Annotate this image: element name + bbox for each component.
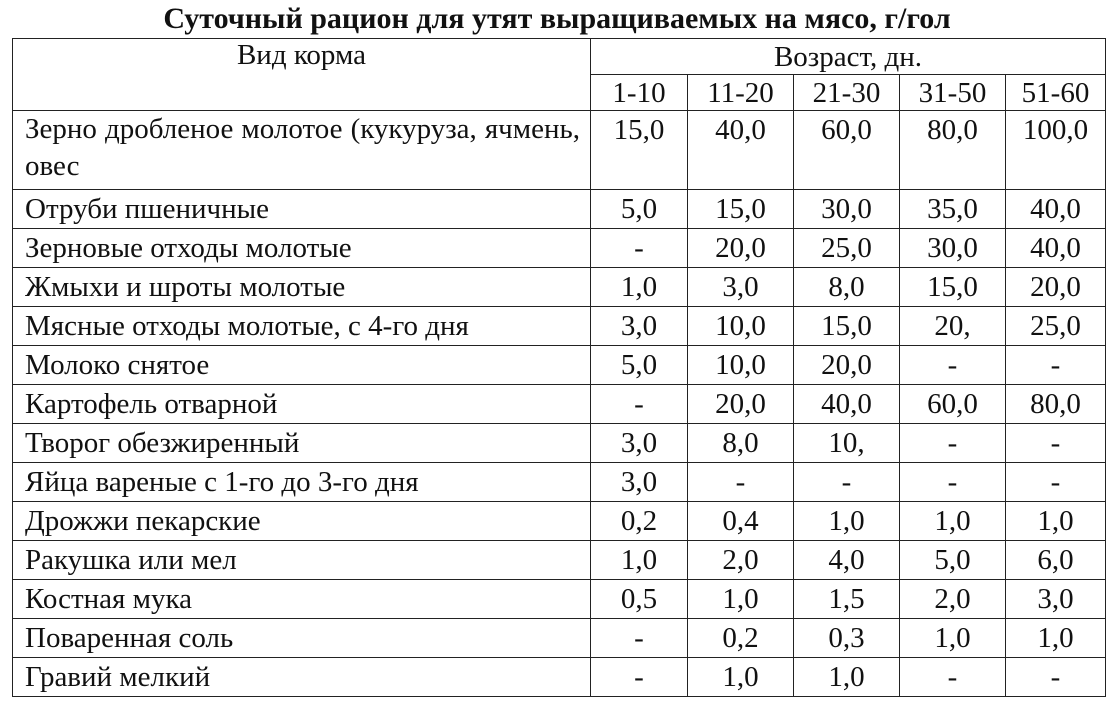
feed-name-cell: Ракушка или мел xyxy=(13,541,591,580)
value-cell: 0,2 xyxy=(591,502,688,541)
feed-name-cell: Картофель отварной xyxy=(13,385,591,424)
value-cell: 1,0 xyxy=(1006,619,1106,658)
value-cell: 20,0 xyxy=(794,346,900,385)
value-cell: 30,0 xyxy=(900,229,1006,268)
value-cell: 10, xyxy=(794,424,900,463)
value-cell: - xyxy=(900,658,1006,697)
value-cell: 25,0 xyxy=(1006,307,1106,346)
value-cell: 10,0 xyxy=(688,307,794,346)
feed-name-cell: Поваренная соль xyxy=(13,619,591,658)
value-cell: 1,5 xyxy=(794,580,900,619)
value-cell: 20,0 xyxy=(1006,268,1106,307)
table-row xyxy=(13,424,1106,463)
feed-name-cell: Костная мука xyxy=(13,580,591,619)
table-row xyxy=(13,307,1106,346)
value-cell: 15,0 xyxy=(591,111,688,190)
feed-name-cell: Жмыхи и шроты молотые xyxy=(13,268,591,307)
value-cell: 5,0 xyxy=(591,346,688,385)
value-cell: - xyxy=(591,229,688,268)
value-cell: 1,0 xyxy=(688,580,794,619)
value-cell: 5,0 xyxy=(900,541,1006,580)
value-cell: 20,0 xyxy=(688,229,794,268)
value-cell: 60,0 xyxy=(794,111,900,190)
table-row xyxy=(13,619,1106,658)
value-cell: 20, xyxy=(900,307,1006,346)
age-column-header: 11-20 xyxy=(688,75,794,111)
value-cell: 8,0 xyxy=(688,424,794,463)
table-header xyxy=(13,39,1106,111)
value-cell: - xyxy=(1006,463,1106,502)
value-cell: 40,0 xyxy=(688,111,794,190)
value-cell: 0,4 xyxy=(688,502,794,541)
value-cell: 8,0 xyxy=(794,268,900,307)
table-row xyxy=(13,111,1106,190)
value-cell: - xyxy=(591,658,688,697)
value-cell: - xyxy=(1006,346,1106,385)
value-cell: 15,0 xyxy=(794,307,900,346)
table-row xyxy=(13,463,1106,502)
feed-name-cell: Зерновые отходы молотые xyxy=(13,229,591,268)
value-cell: 40,0 xyxy=(1006,229,1106,268)
feed-name-cell: Дрожжи пекарские xyxy=(13,502,591,541)
value-cell: - xyxy=(688,463,794,502)
table-row xyxy=(13,580,1106,619)
value-cell: 4,0 xyxy=(794,541,900,580)
value-cell: 2,0 xyxy=(900,580,1006,619)
value-cell: 1,0 xyxy=(900,619,1006,658)
value-cell: 80,0 xyxy=(900,111,1006,190)
feed-name-cell: Зерно дробленое молотое (кукуруза, ячмень, овес xyxy=(13,111,591,190)
value-cell: 1,0 xyxy=(900,502,1006,541)
value-cell: 1,0 xyxy=(688,658,794,697)
value-cell: 1,0 xyxy=(1006,502,1106,541)
value-cell: - xyxy=(1006,658,1106,697)
age-column-header: 21-30 xyxy=(794,75,900,111)
value-cell: 1,0 xyxy=(794,502,900,541)
table-row xyxy=(13,658,1106,697)
feed-name-cell: Молоко снятое xyxy=(13,346,591,385)
feed-name-cell: Мясные отходы молотые, с 4-го дня xyxy=(13,307,591,346)
value-cell: 2,0 xyxy=(688,541,794,580)
value-cell: 0,3 xyxy=(794,619,900,658)
value-cell: 30,0 xyxy=(794,190,900,229)
value-cell: 0,5 xyxy=(591,580,688,619)
value-cell: 80,0 xyxy=(1006,385,1106,424)
value-cell: 60,0 xyxy=(900,385,1006,424)
value-cell: 1,0 xyxy=(591,268,688,307)
age-column-header: 51-60 xyxy=(1006,75,1106,111)
value-cell: 40,0 xyxy=(1006,190,1106,229)
value-cell: - xyxy=(900,346,1006,385)
age-column-header: 1-10 xyxy=(591,75,688,111)
value-cell: 15,0 xyxy=(900,268,1006,307)
value-cell: - xyxy=(591,385,688,424)
table-title: Суточный рацион для утят выращиваемых на мясо, г/гол xyxy=(163,2,951,35)
value-cell: 25,0 xyxy=(794,229,900,268)
value-cell: 3,0 xyxy=(591,424,688,463)
table-row xyxy=(13,268,1106,307)
value-cell: 3,0 xyxy=(591,307,688,346)
table-row xyxy=(13,346,1106,385)
value-cell: 5,0 xyxy=(591,190,688,229)
value-cell: 100,0 xyxy=(1006,111,1106,190)
table-row xyxy=(13,190,1106,229)
value-cell: 10,0 xyxy=(688,346,794,385)
feed-name-cell: Отруби пшеничные xyxy=(13,190,591,229)
table-row xyxy=(13,502,1106,541)
value-cell: 3,0 xyxy=(1006,580,1106,619)
value-cell: 35,0 xyxy=(900,190,1006,229)
feed-name-cell: Гравий мелкий xyxy=(13,658,591,697)
value-cell: - xyxy=(900,463,1006,502)
value-cell: 0,2 xyxy=(688,619,794,658)
feed-name-cell: Творог обезжиренный xyxy=(13,424,591,463)
value-cell: 3,0 xyxy=(688,268,794,307)
feed-name-cell: Яйца вареные с 1-го до 3-го дня xyxy=(13,463,591,502)
table-row xyxy=(13,229,1106,268)
feed-type-header: Вид корма xyxy=(13,39,591,111)
value-cell: - xyxy=(1006,424,1106,463)
value-cell: 20,0 xyxy=(688,385,794,424)
value-cell: 1,0 xyxy=(794,658,900,697)
age-column-header: 31-50 xyxy=(900,75,1006,111)
table-row xyxy=(13,385,1106,424)
ration-table xyxy=(12,38,1106,697)
value-cell: 40,0 xyxy=(794,385,900,424)
table-body xyxy=(13,111,1106,697)
value-cell: - xyxy=(900,424,1006,463)
table-row xyxy=(13,541,1106,580)
age-header: Возраст, дн. xyxy=(591,39,1106,75)
value-cell: - xyxy=(794,463,900,502)
value-cell: 6,0 xyxy=(1006,541,1106,580)
value-cell: - xyxy=(591,619,688,658)
value-cell: 1,0 xyxy=(591,541,688,580)
value-cell: 15,0 xyxy=(688,190,794,229)
value-cell: 3,0 xyxy=(591,463,688,502)
